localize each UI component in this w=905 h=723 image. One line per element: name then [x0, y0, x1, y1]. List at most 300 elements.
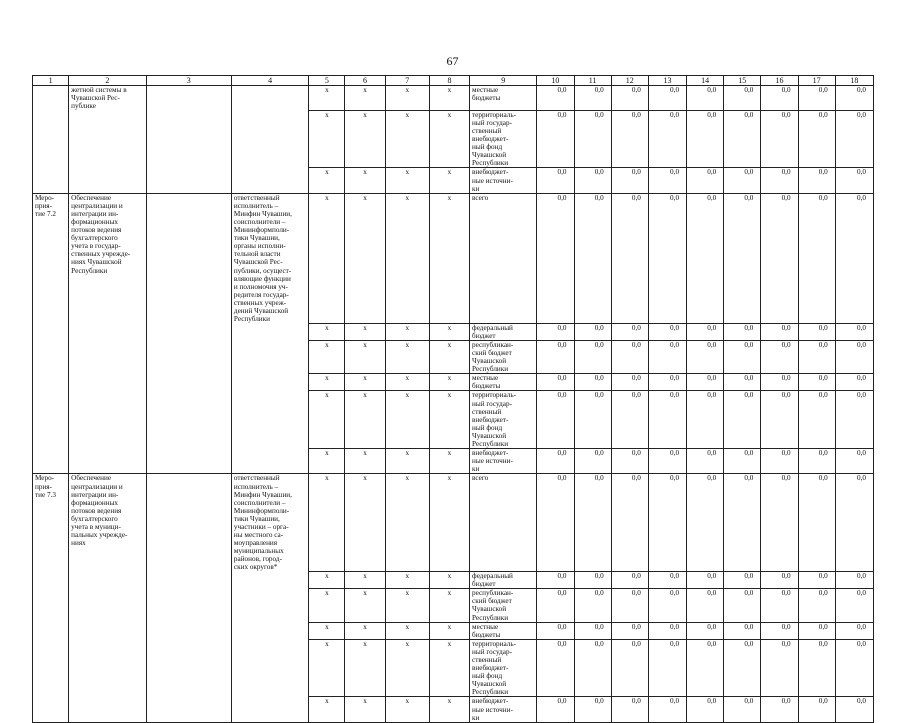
- value-cell-text: 0,0: [557, 340, 567, 349]
- value-cell-text: 0,0: [631, 572, 641, 581]
- value-cell-text: 0,0: [670, 474, 680, 483]
- value-cell-text: 0,0: [631, 449, 641, 458]
- value-cell: [574, 323, 611, 340]
- value-cell: [724, 340, 761, 373]
- value-cell-text: 0,0: [594, 323, 604, 332]
- value-cell: [648, 639, 686, 697]
- funding-source-cell-text: территориаль- ный государ- ственный внебюджет- ный фонд Чувашской Республики: [472, 639, 516, 697]
- value-cell-text: 0,0: [744, 639, 754, 648]
- value-cell: [611, 193, 648, 323]
- value-cell: [761, 193, 798, 323]
- funding-source-cell: [470, 697, 537, 722]
- value-cell-text: 0,0: [557, 168, 567, 177]
- funding-source-cell-text: республикан- ский бюджет Чувашской Республики: [472, 340, 514, 374]
- executor-cell: [231, 639, 308, 697]
- table-row: [33, 474, 874, 572]
- code-x-cell-text: x: [325, 193, 329, 202]
- value-cell-text: 0,0: [670, 572, 680, 581]
- value-cell-text: 0,0: [557, 193, 567, 202]
- value-cell: [537, 391, 574, 449]
- value-cell-text: 0,0: [781, 697, 791, 706]
- funding-source-cell: [470, 340, 537, 373]
- value-cell: [574, 110, 611, 168]
- column-number: 13: [648, 76, 686, 86]
- value-cell-text: 0,0: [670, 374, 680, 383]
- code-x-cell: [345, 86, 385, 111]
- column-number: 10: [537, 76, 574, 86]
- funding-source-cell-text: местные бюджеты: [472, 86, 501, 103]
- value-cell: [537, 697, 574, 722]
- code-x-cell-text: x: [405, 622, 410, 631]
- code-x-cell-text: x: [447, 340, 452, 349]
- activity-name-cell: [69, 110, 146, 168]
- code-x-cell-text: x: [405, 697, 410, 706]
- value-cell: [798, 193, 835, 323]
- activity-code-cell: [33, 168, 69, 193]
- code-x-cell-text: x: [447, 474, 452, 483]
- value-cell: [724, 449, 761, 474]
- code-x-cell: [429, 340, 469, 373]
- activity-name-cell-text: Обеспечение централизации и интеграции ин- формационных потоков ведения бухгалтерского учета в государ- ственных учрежде- ниях Чувашской Республики: [71, 193, 131, 275]
- value-cell: [687, 168, 724, 193]
- value-cell: [537, 572, 574, 589]
- code-x-cell-text: x: [405, 168, 410, 177]
- value-cell-text: 0,0: [670, 449, 680, 458]
- executor-cell: [231, 697, 308, 722]
- value-cell: [574, 572, 611, 589]
- column-number: 18: [835, 76, 873, 86]
- value-cell-text: 0,0: [818, 572, 828, 581]
- value-cell: [835, 572, 873, 589]
- value-cell: [761, 168, 798, 193]
- value-cell: [798, 474, 835, 572]
- value-cell-text: 0,0: [857, 86, 866, 94]
- code-x-cell: [345, 391, 385, 449]
- value-cell-text: 0,0: [818, 622, 828, 631]
- value-cell-text: 0,0: [670, 340, 680, 349]
- code-x-cell: [429, 572, 469, 589]
- column-number: 14: [687, 76, 724, 86]
- value-cell: [687, 374, 724, 391]
- value-cell-text: 0,0: [781, 110, 791, 119]
- code-x-cell-text: x: [363, 86, 367, 94]
- table-row: [33, 110, 874, 168]
- funding-source-cell-text: внебюджет- ные источни- ки: [472, 449, 513, 474]
- value-cell-text: 0,0: [670, 697, 680, 706]
- table-row: [33, 697, 874, 722]
- activity-code-cell: [33, 374, 69, 391]
- code-x-cell: [345, 340, 385, 373]
- value-cell-text: 0,0: [781, 572, 791, 581]
- code-x-cell: [429, 449, 469, 474]
- value-cell-text: 0,0: [744, 622, 754, 631]
- value-cell: [761, 340, 798, 373]
- code-x-cell-text: x: [405, 374, 410, 383]
- column-number: 5: [309, 76, 345, 86]
- value-cell: [798, 697, 835, 722]
- activity-code-cell-text: Меро- прия- тие 7.3: [35, 474, 56, 499]
- value-cell: [574, 86, 611, 111]
- code-x-cell-text: x: [405, 449, 410, 458]
- value-cell: [724, 168, 761, 193]
- value-cell: [648, 86, 686, 111]
- value-cell: [687, 449, 724, 474]
- funding-source-cell: [470, 374, 537, 391]
- value-cell-text: 0,0: [857, 572, 866, 581]
- code-x-cell: [429, 110, 469, 168]
- value-cell-text: 0,0: [557, 474, 567, 483]
- empty-cell: [146, 374, 231, 391]
- value-cell: [611, 340, 648, 373]
- activity-name-cell: [69, 449, 146, 474]
- value-cell-text: 0,0: [707, 449, 717, 458]
- funding-source-cell: [470, 589, 537, 622]
- code-x-cell: [429, 589, 469, 622]
- executor-cell: [231, 589, 308, 622]
- value-cell-text: 0,0: [707, 391, 717, 400]
- code-x-cell-text: x: [325, 323, 329, 332]
- value-cell: [648, 168, 686, 193]
- table-row: [33, 168, 874, 193]
- value-cell-text: 0,0: [744, 391, 754, 400]
- value-cell: [537, 323, 574, 340]
- code-x-cell: [429, 474, 469, 572]
- empty-cell: [146, 340, 231, 373]
- code-x-cell: [309, 622, 345, 639]
- value-cell-text: 0,0: [744, 589, 754, 598]
- value-cell: [537, 622, 574, 639]
- value-cell: [798, 449, 835, 474]
- code-x-cell: [345, 572, 385, 589]
- value-cell: [761, 572, 798, 589]
- value-cell: [835, 110, 873, 168]
- code-x-cell-text: x: [447, 572, 452, 581]
- activity-code-cell: [33, 340, 69, 373]
- executor-cell: [231, 374, 308, 391]
- value-cell: [537, 193, 574, 323]
- value-cell: [648, 323, 686, 340]
- code-x-cell-text: x: [363, 697, 367, 706]
- code-x-cell-text: x: [405, 639, 410, 648]
- executor-cell-text: ответственный исполнитель – Минфин Чувашии, соисполнители – Мининформполи- тики Чувашии, участники – орга- ны местного са- моуправления муниципальных районов, город- ских округов*: [233, 474, 292, 572]
- activity-name-cell: [69, 168, 146, 193]
- value-cell-text: 0,0: [857, 449, 866, 458]
- value-cell-text: 0,0: [818, 589, 828, 598]
- value-cell-text: 0,0: [707, 374, 717, 383]
- value-cell: [724, 697, 761, 722]
- value-cell: [648, 340, 686, 373]
- value-cell-text: 0,0: [781, 391, 791, 400]
- value-cell: [687, 340, 724, 373]
- empty-cell: [146, 193, 231, 323]
- value-cell: [537, 374, 574, 391]
- value-cell: [724, 323, 761, 340]
- code-x-cell: [429, 391, 469, 449]
- value-cell-text: 0,0: [744, 474, 754, 483]
- value-cell-text: 0,0: [857, 340, 866, 349]
- executor-cell: [231, 110, 308, 168]
- value-cell-text: 0,0: [631, 474, 641, 483]
- value-cell-text: 0,0: [707, 193, 717, 202]
- activity-name-cell: [69, 323, 146, 340]
- code-x-cell-text: x: [325, 86, 329, 94]
- executor-cell: [231, 449, 308, 474]
- value-cell-text: 0,0: [557, 589, 567, 598]
- value-cell: [761, 474, 798, 572]
- value-cell-text: 0,0: [631, 168, 641, 177]
- value-cell: [574, 168, 611, 193]
- value-cell-text: 0,0: [857, 622, 866, 631]
- code-x-cell: [345, 449, 385, 474]
- code-x-cell: [385, 697, 429, 722]
- page-number: 67: [446, 54, 459, 68]
- value-cell: [611, 86, 648, 111]
- value-cell: [835, 589, 873, 622]
- value-cell-text: 0,0: [781, 474, 791, 483]
- value-cell-text: 0,0: [631, 340, 641, 349]
- value-cell-text: 0,0: [857, 110, 866, 119]
- empty-cell: [146, 449, 231, 474]
- value-cell-text: 0,0: [744, 193, 754, 202]
- code-x-cell-text: x: [325, 374, 329, 383]
- value-cell: [835, 86, 873, 111]
- value-cell: [835, 639, 873, 697]
- value-cell-text: 0,0: [557, 86, 567, 94]
- value-cell: [798, 572, 835, 589]
- code-x-cell: [385, 86, 429, 111]
- value-cell: [687, 193, 724, 323]
- value-cell: [611, 639, 648, 697]
- activity-code-cell: [33, 622, 69, 639]
- empty-cell: [146, 323, 231, 340]
- value-cell: [798, 589, 835, 622]
- value-cell: [835, 340, 873, 373]
- code-x-cell: [385, 340, 429, 373]
- value-cell-text: 0,0: [744, 374, 754, 383]
- activity-code-cell: [33, 449, 69, 474]
- code-x-cell-text: x: [447, 110, 452, 119]
- value-cell: [687, 622, 724, 639]
- funding-source-cell-text: внебюджет- ные источни- ки: [472, 168, 513, 193]
- code-x-cell: [309, 168, 345, 193]
- value-cell: [835, 449, 873, 474]
- value-cell-text: 0,0: [818, 639, 828, 648]
- value-cell: [648, 622, 686, 639]
- value-cell: [761, 589, 798, 622]
- value-cell: [574, 391, 611, 449]
- column-number: 15: [724, 76, 761, 86]
- funding-source-cell-text: местные бюджеты: [472, 374, 501, 391]
- value-cell: [761, 86, 798, 111]
- executor-cell: [231, 474, 308, 572]
- empty-cell: [146, 474, 231, 572]
- code-x-cell: [385, 639, 429, 697]
- activity-name-cell: [69, 589, 146, 622]
- value-cell-text: 0,0: [857, 639, 866, 648]
- executor-cell: [231, 391, 308, 449]
- code-x-cell: [385, 589, 429, 622]
- value-cell-text: 0,0: [670, 639, 680, 648]
- funding-source-cell: [470, 391, 537, 449]
- code-x-cell: [429, 86, 469, 111]
- value-cell-text: 0,0: [594, 110, 604, 119]
- code-x-cell-text: x: [363, 391, 367, 400]
- value-cell-text: 0,0: [857, 168, 866, 177]
- value-cell: [574, 639, 611, 697]
- value-cell: [835, 697, 873, 722]
- code-x-cell-text: x: [405, 572, 410, 581]
- code-x-cell-text: x: [325, 622, 329, 631]
- value-cell: [761, 110, 798, 168]
- value-cell: [648, 572, 686, 589]
- funding-source-cell: [470, 193, 537, 323]
- value-cell: [537, 340, 574, 373]
- value-cell-text: 0,0: [670, 622, 680, 631]
- table-row: [33, 86, 874, 111]
- value-cell: [724, 86, 761, 111]
- value-cell-text: 0,0: [670, 168, 680, 177]
- code-x-cell: [429, 323, 469, 340]
- value-cell-text: 0,0: [557, 639, 567, 648]
- value-cell-text: 0,0: [670, 86, 680, 94]
- code-x-cell-text: x: [325, 340, 329, 349]
- activity-name-cell: [69, 572, 146, 589]
- value-cell-text: 0,0: [594, 86, 604, 94]
- table-row: [33, 374, 874, 391]
- activity-code-cell: [33, 474, 69, 572]
- code-x-cell: [309, 86, 345, 111]
- activity-name-cell: [69, 86, 146, 111]
- code-x-cell: [309, 374, 345, 391]
- code-x-cell-text: x: [325, 572, 329, 581]
- code-x-cell-text: x: [325, 110, 329, 119]
- code-x-cell: [309, 474, 345, 572]
- code-x-cell: [345, 110, 385, 168]
- value-cell: [835, 168, 873, 193]
- value-cell-text: 0,0: [781, 168, 791, 177]
- code-x-cell-text: x: [325, 391, 329, 400]
- value-cell-text: 0,0: [818, 86, 828, 94]
- code-x-cell: [309, 572, 345, 589]
- funding-source-cell: [470, 110, 537, 168]
- column-number: 17: [798, 76, 835, 86]
- value-cell-text: 0,0: [781, 340, 791, 349]
- code-x-cell-text: x: [405, 323, 410, 332]
- value-cell-text: 0,0: [744, 340, 754, 349]
- value-cell: [724, 193, 761, 323]
- code-x-cell: [309, 110, 345, 168]
- value-cell-text: 0,0: [707, 474, 717, 483]
- value-cell: [687, 572, 724, 589]
- code-x-cell-text: x: [363, 572, 367, 581]
- executor-cell: [231, 168, 308, 193]
- code-x-cell-text: x: [363, 622, 367, 631]
- value-cell-text: 0,0: [707, 340, 717, 349]
- value-cell: [798, 391, 835, 449]
- table-header: [33, 76, 874, 86]
- code-x-cell-text: x: [363, 449, 367, 458]
- code-x-cell-text: x: [447, 391, 452, 400]
- value-cell-text: 0,0: [857, 474, 866, 483]
- executor-cell: [231, 323, 308, 340]
- value-cell: [611, 374, 648, 391]
- value-cell: [798, 86, 835, 111]
- code-x-cell: [385, 110, 429, 168]
- code-x-cell-text: x: [447, 323, 452, 332]
- value-cell: [724, 391, 761, 449]
- funding-source-cell: [470, 474, 537, 572]
- code-x-cell-text: x: [447, 374, 452, 383]
- value-cell-text: 0,0: [818, 391, 828, 400]
- value-cell: [798, 168, 835, 193]
- value-cell-text: 0,0: [818, 449, 828, 458]
- value-cell-text: 0,0: [707, 168, 717, 177]
- value-cell: [835, 622, 873, 639]
- value-cell: [648, 374, 686, 391]
- value-cell-text: 0,0: [670, 589, 680, 598]
- value-cell: [611, 589, 648, 622]
- value-cell: [537, 168, 574, 193]
- value-cell: [537, 639, 574, 697]
- value-cell: [611, 449, 648, 474]
- funding-source-cell-text: местные бюджеты: [472, 622, 501, 639]
- value-cell-text: 0,0: [857, 193, 866, 202]
- value-cell-text: 0,0: [744, 697, 754, 706]
- value-cell: [574, 449, 611, 474]
- funding-source-cell-text: территориаль- ный государ- ственный внебюджет- ный фонд Чувашской Республики: [472, 391, 516, 449]
- value-cell: [648, 589, 686, 622]
- value-cell-text: 0,0: [594, 572, 604, 581]
- activity-name-cell: [69, 622, 146, 639]
- funding-source-cell: [470, 168, 537, 193]
- empty-cell: [146, 639, 231, 697]
- activity-code-cell-text: Меро- прия- тие 7.2: [35, 193, 56, 218]
- funding-source-cell-text: внебюджет- ные источни- ки: [472, 697, 513, 722]
- value-cell: [687, 697, 724, 722]
- value-cell: [574, 622, 611, 639]
- value-cell-text: 0,0: [707, 323, 717, 332]
- funding-source-cell: [470, 323, 537, 340]
- value-cell-text: 0,0: [594, 697, 604, 706]
- code-x-cell: [345, 474, 385, 572]
- value-cell: [537, 86, 574, 111]
- value-cell: [761, 391, 798, 449]
- code-x-cell: [429, 374, 469, 391]
- value-cell: [724, 374, 761, 391]
- value-cell: [537, 474, 574, 572]
- table-body: [33, 86, 874, 723]
- code-x-cell: [385, 622, 429, 639]
- value-cell-text: 0,0: [707, 622, 717, 631]
- value-cell-text: 0,0: [818, 374, 828, 383]
- table-row: [33, 340, 874, 373]
- empty-cell: [146, 391, 231, 449]
- value-cell-text: 0,0: [631, 193, 641, 202]
- code-x-cell-text: x: [447, 639, 452, 648]
- funding-source-cell: [470, 639, 537, 697]
- value-cell-text: 0,0: [781, 449, 791, 458]
- code-x-cell-text: x: [405, 86, 410, 94]
- value-cell: [574, 697, 611, 722]
- code-x-cell: [309, 391, 345, 449]
- value-cell-text: 0,0: [557, 374, 567, 383]
- value-cell-text: 0,0: [670, 110, 680, 119]
- code-x-cell-text: x: [325, 168, 329, 177]
- value-cell: [724, 572, 761, 589]
- value-cell: [835, 474, 873, 572]
- code-x-cell: [385, 374, 429, 391]
- value-cell: [687, 110, 724, 168]
